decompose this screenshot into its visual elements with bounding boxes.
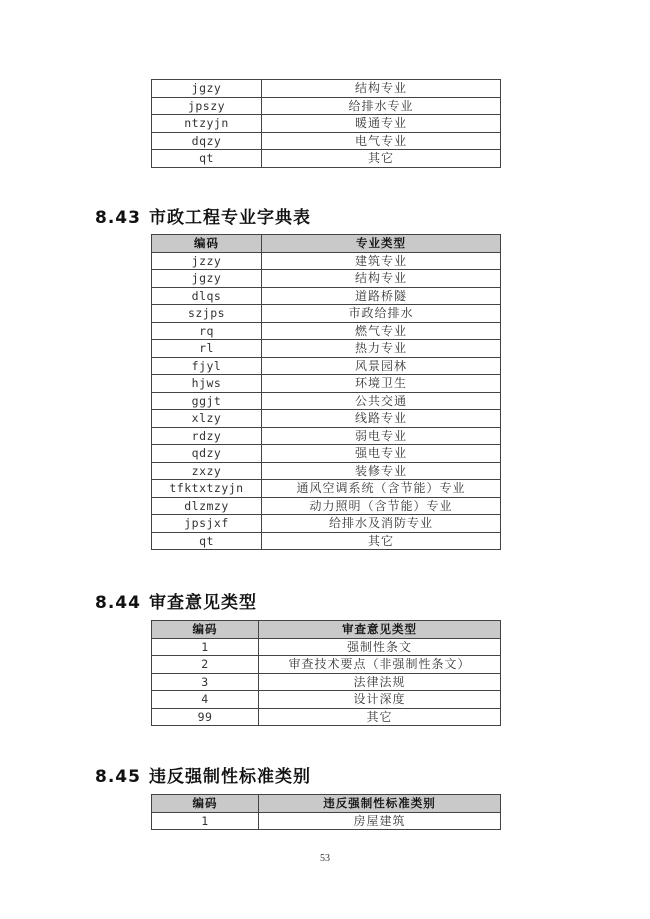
table-row	[152, 656, 501, 674]
table-row	[152, 305, 501, 323]
label-cell: 结构专业	[262, 270, 501, 288]
code-cell: ggjt	[152, 392, 262, 410]
label-cell: 结构专业	[262, 80, 501, 98]
section-title: 审查意见类型	[148, 593, 257, 613]
code-cell: 3	[152, 673, 259, 691]
code-cell: ntzyjn	[152, 115, 262, 133]
code-cell: dqzy	[152, 132, 262, 150]
table-row	[152, 287, 501, 305]
table-row	[152, 480, 501, 498]
table-row	[152, 410, 501, 428]
label-cell: 建筑专业	[262, 252, 501, 270]
column-header-type: 专业类型	[262, 235, 501, 253]
label-cell: 热力专业	[262, 340, 501, 358]
label-cell: 动力照明（含节能）专业	[262, 497, 501, 515]
label-cell: 装修专业	[262, 462, 501, 480]
code-cell: fjyl	[152, 357, 262, 375]
label-cell: 设计深度	[259, 691, 501, 709]
table-row	[152, 462, 501, 480]
table-row	[152, 375, 501, 393]
code-cell: zxzy	[152, 462, 262, 480]
table-row	[152, 97, 501, 115]
section-title: 违反强制性标准类别	[148, 767, 311, 787]
label-cell: 市政给排水	[262, 305, 501, 323]
code-cell: jpszy	[152, 97, 262, 115]
code-cell: 2	[152, 656, 259, 674]
code-cell: qdzy	[152, 445, 262, 463]
table-row	[152, 673, 501, 691]
code-cell: jpsjxf	[152, 515, 262, 533]
table-row	[152, 638, 501, 656]
table-header-row	[152, 621, 501, 639]
label-cell: 暖通专业	[262, 115, 501, 133]
continued-specialty-table	[151, 79, 501, 168]
table-row	[152, 532, 501, 550]
table-header-row	[152, 235, 501, 253]
table-row	[152, 322, 501, 340]
municipal-specialty-table	[151, 234, 501, 550]
table-row	[152, 340, 501, 358]
section-number: 8.44	[95, 593, 141, 613]
code-cell: jgzy	[152, 80, 262, 98]
label-cell: 道路桥隧	[262, 287, 501, 305]
code-cell: rq	[152, 322, 262, 340]
table-row	[152, 445, 501, 463]
review-opinion-type-table	[151, 620, 501, 726]
label-cell: 其它	[262, 150, 501, 168]
code-cell: rdzy	[152, 427, 262, 445]
code-cell: 1	[152, 638, 259, 656]
section-heading-8-44	[95, 588, 257, 613]
label-cell: 风景园林	[262, 357, 501, 375]
column-header-category: 违反强制性标准类别	[259, 795, 501, 813]
column-header-type: 审查意见类型	[259, 621, 501, 639]
label-cell: 环境卫生	[262, 375, 501, 393]
column-header-code: 编码	[152, 795, 259, 813]
label-cell: 房屋建筑	[259, 812, 501, 830]
code-cell: szjps	[152, 305, 262, 323]
table-row	[152, 708, 501, 726]
table-row	[152, 270, 501, 288]
label-cell: 弱电专业	[262, 427, 501, 445]
code-cell: dlzmzy	[152, 497, 262, 515]
column-header-code: 编码	[152, 235, 262, 253]
code-cell: jgzy	[152, 270, 262, 288]
label-cell: 线路专业	[262, 410, 501, 428]
label-cell: 其它	[259, 708, 501, 726]
violation-category-table	[151, 794, 501, 830]
code-cell: qt	[152, 532, 262, 550]
code-cell: qt	[152, 150, 262, 168]
code-cell: dlqs	[152, 287, 262, 305]
code-cell: 1	[152, 812, 259, 830]
section-heading-8-43	[95, 203, 311, 228]
label-cell: 通风空调系统（含节能）专业	[262, 480, 501, 498]
code-cell: xlzy	[152, 410, 262, 428]
section-heading-8-45	[95, 762, 311, 787]
label-cell: 其它	[262, 532, 501, 550]
section-number: 8.45	[95, 767, 141, 787]
section-number: 8.43	[95, 208, 141, 228]
page-number: 53	[320, 853, 330, 864]
label-cell: 给排水专业	[262, 97, 501, 115]
code-cell: tfktxtzyjn	[152, 480, 262, 498]
label-cell: 电气专业	[262, 132, 501, 150]
code-cell: rl	[152, 340, 262, 358]
table-row	[152, 115, 501, 133]
label-cell: 强电专业	[262, 445, 501, 463]
section-title: 市政工程专业字典表	[148, 208, 311, 228]
label-cell: 强制性条文	[259, 638, 501, 656]
code-cell: 4	[152, 691, 259, 709]
label-cell: 燃气专业	[262, 322, 501, 340]
table-row	[152, 497, 501, 515]
table-row	[152, 427, 501, 445]
table-row	[152, 80, 501, 98]
table-row	[152, 132, 501, 150]
table-row	[152, 515, 501, 533]
table-header-row	[152, 795, 501, 813]
code-cell: 99	[152, 708, 259, 726]
table-row	[152, 150, 501, 168]
code-cell: hjws	[152, 375, 262, 393]
table-row	[152, 691, 501, 709]
label-cell: 给排水及消防专业	[262, 515, 501, 533]
label-cell: 审查技术要点（非强制性条文）	[259, 656, 501, 674]
table-row	[152, 812, 501, 830]
label-cell: 法律法规	[259, 673, 501, 691]
table-row	[152, 392, 501, 410]
table-row	[152, 357, 501, 375]
code-cell: jzzy	[152, 252, 262, 270]
table-row	[152, 252, 501, 270]
label-cell: 公共交通	[262, 392, 501, 410]
column-header-code: 编码	[152, 621, 259, 639]
